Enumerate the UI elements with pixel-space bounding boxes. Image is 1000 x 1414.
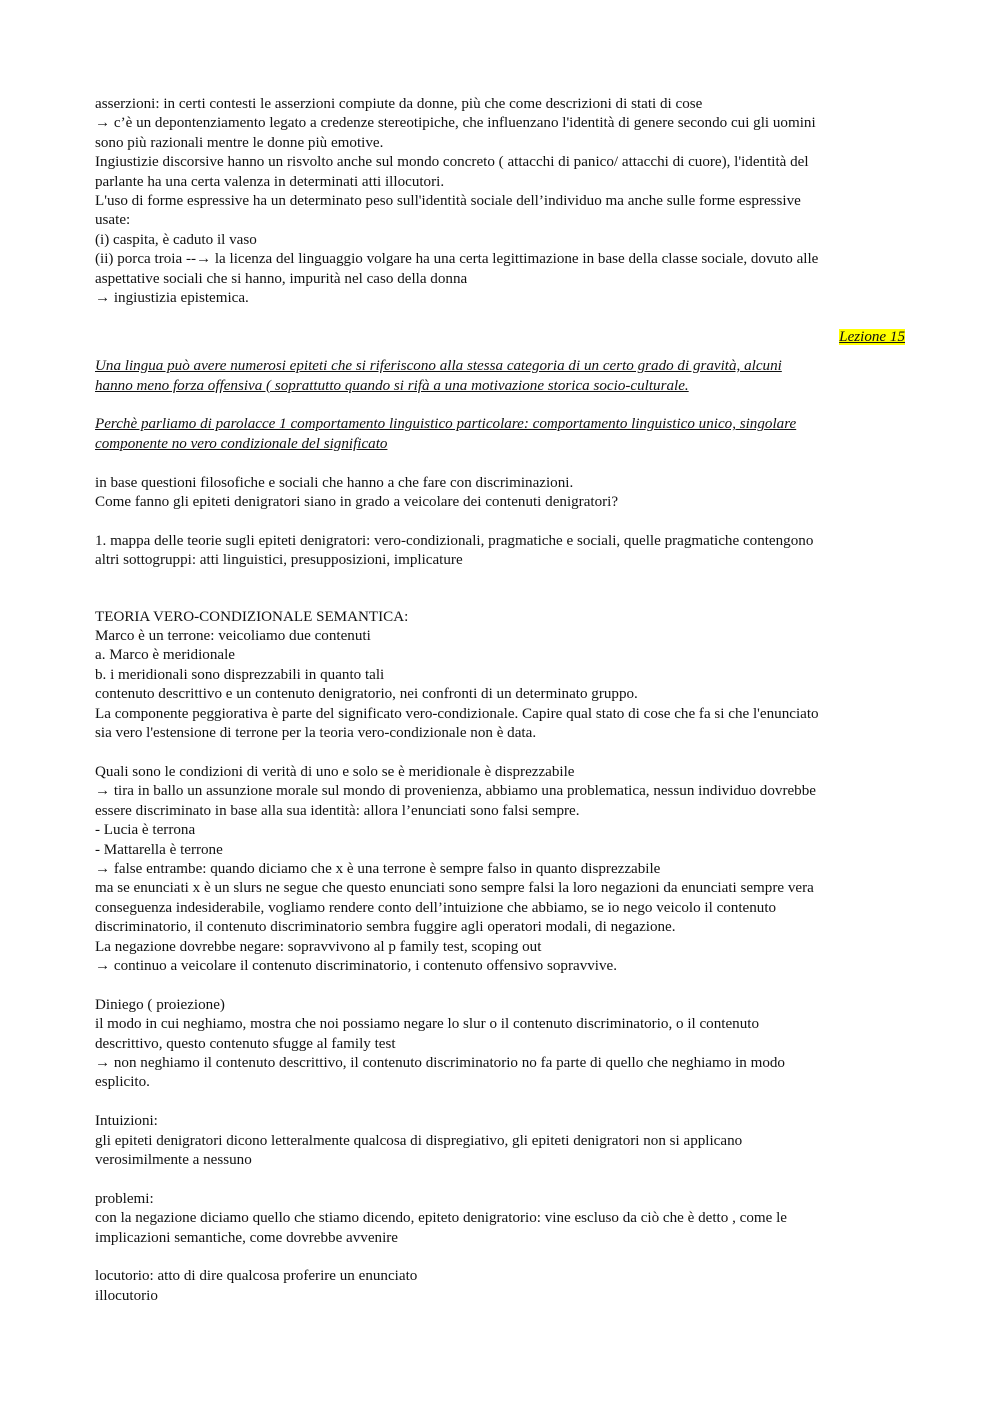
text-line: componente no vero condizionale del significato [95, 435, 388, 452]
text-line: usate: [95, 212, 131, 229]
text-line: (ii) porca troia --→ la licenza del linguaggio volgare ha una certa legittimazione in base della classe sociale, dovuto alle [95, 251, 819, 268]
text-line: - Mattarella è terrone [95, 841, 223, 858]
text-line: Una lingua può avere numerosi epiteti che si riferiscono alla stessa categoria di un certo grado di gravità, alcuni [95, 358, 782, 375]
text-line: Diniego ( proiezione) [95, 996, 225, 1013]
text-line: conseguenza indesiderabile, vogliamo rendere conto dell’intuizione che abbiamo, se io nego veicolo il contenuto [95, 899, 777, 916]
text-line: gli epiteti denigratori dicono letteralmente qualcosa di dispregiativo, gli epiteti denigratori non si applicano [95, 1132, 743, 1149]
document-page [95, 95, 905, 1306]
text-line: sono più razionali mentre le donne più emotive. [95, 134, 384, 151]
text-line: → c’è un depontenziamento legato a credenze stereotipiche, che influenzano l'identità di genere secondo cui gli uomini [95, 115, 816, 132]
text-line: aspettative sociali che si hanno, impurità nel caso della donna [95, 270, 468, 287]
text-line: parlante ha una certa valenza in determinati atti illocutori. [95, 173, 445, 190]
text-line: implicazioni semantiche, come dovrebbe avvenire [95, 1229, 399, 1246]
paragraph-truth-conditions [95, 763, 905, 976]
text-line: b. i meridionali sono disprezzabili in quanto tali [95, 666, 385, 683]
section-truth-conditional-theory [95, 608, 905, 744]
text-line: → tira in ballo un assunzione morale sul mondo di provenienza, abbiamo una problematica, nessun individuo dovrebbe [95, 783, 816, 800]
intro-swearwords [95, 415, 905, 454]
text-line: illocutorio [95, 1287, 158, 1304]
text-line: discriminatorio, il contenuto discriminatorio sembra fuggire agli operatori modali, di negazione. [95, 919, 676, 936]
text-line: L'uso di forme espressive ha un determinato peso sull'identità sociale dell’individuo ma anche sulle forme espressive [95, 193, 801, 210]
section-heading: TEORIA VERO-CONDIZIONALE SEMANTICA: [95, 608, 409, 625]
text-line: verosimilmente a nessuno [95, 1152, 252, 1168]
text-line: locutorio: atto di dire qualcosa proferire un enunciato [95, 1268, 418, 1285]
text-line: (i) caspita, è caduto il vaso [95, 231, 257, 248]
lesson-label: Lezione 15 [839, 328, 905, 345]
text-line: hanno meno forza offensiva ( soprattutto quando si rifà a una motivazione storica socio-culturale. [95, 377, 689, 394]
text-line: problemi: [95, 1190, 154, 1207]
text-line: in base questioni filosofiche e sociali che hanno a che fare con discriminazioni. [95, 474, 574, 491]
lesson-heading [95, 328, 905, 347]
text-line: ma se enunciati x è un slurs ne segue che questo enunciati sono sempre falsi la loro negazioni da enunciati sempre vera [95, 880, 814, 897]
text-line: Perchè parliamo di parolacce 1 comportamento linguistico particolare: comportamento linguistico unico, singolare [95, 416, 797, 433]
paragraph-theory-map [95, 532, 905, 571]
text-line: esplicito. [95, 1074, 150, 1091]
text-line: a. Marco è meridionale [95, 647, 235, 664]
text-line: descrittivo, questo contenuto sfugge al family test [95, 1035, 396, 1052]
text-line: La negazione dovrebbe negare: sopravvivono al p family test, scoping out [95, 938, 542, 955]
paragraph-intuitions [95, 1112, 905, 1170]
text-line: Quali sono le condizioni di verità di uno e solo se è meridionale è disprezzabile [95, 763, 575, 780]
text-line: asserzioni: in certi contesti le asserzioni compiute da donne, più che come descrizioni di stati di cose [95, 96, 703, 112]
intro-epithets [95, 357, 905, 396]
text-line: essere discriminato in base alla sua identità: allora l’enunciati sono falsi sempre. [95, 802, 580, 819]
paragraph-speech-acts [95, 1267, 905, 1306]
text-line: → false entrambe: quando diciamo che x è una terrone è sempre falso in quanto disprezzabile [95, 860, 661, 877]
text-line: Marco è un terrone: veicoliamo due contenuti [95, 628, 371, 645]
paragraph-denial [95, 996, 905, 1093]
text-line: con la negazione diciamo quello che stiamo dicendo, epiteto denigratorio: vine escluso da ciò che è detto , come le [95, 1210, 787, 1227]
text-line: sia vero l'estensione di terrone per la teoria vero-condizionale non è data. [95, 725, 537, 742]
text-line: Intuizioni: [95, 1113, 158, 1130]
text-line: La componente peggiorativa è parte del significato vero-condizionale. Capire qual stato di cose che fa si che l'enunciato [95, 705, 819, 722]
text-line: Ingiustizie discorsive hanno un risvolto anche sul mondo concreto ( attacchi di panico/ attacchi di cuore), l'identità del [95, 154, 809, 171]
text-line: Come fanno gli epiteti denigratori siano in grado a veicolare dei contenuti denigratori? [95, 494, 619, 511]
text-line: contenuto descrittivo e un contenuto denigratorio, nei confronti di un determinato gruppo. [95, 686, 638, 703]
text-line: - Lucia è terrona [95, 822, 196, 839]
paragraph-questions [95, 474, 905, 513]
text-line: 1. mappa delle teorie sugli epiteti denigratori: vero-condizionali, pragmatiche e sociali, quelle pragmatiche contengono [95, 532, 814, 549]
text-line: il modo in cui neghiamo, mostra che noi possiamo negare lo slur o il contenuto discriminatorio, o il contenuto [95, 1016, 759, 1033]
paragraph-epistemic-injustice [95, 95, 905, 308]
text-line: altri sottogruppi: atti linguistici, presupposizioni, implicature [95, 552, 463, 569]
text-line: → non neghiamo il contenuto descrittivo, il contenuto discriminatorio no fa parte di quello che neghiamo in modo [95, 1054, 785, 1071]
text-line: → continuo a veicolare il contenuto discriminatorio, i contenuto offensivo sopravvive. [95, 957, 618, 974]
text-line: → ingiustizia epistemica. [95, 290, 249, 307]
paragraph-problems [95, 1190, 905, 1248]
